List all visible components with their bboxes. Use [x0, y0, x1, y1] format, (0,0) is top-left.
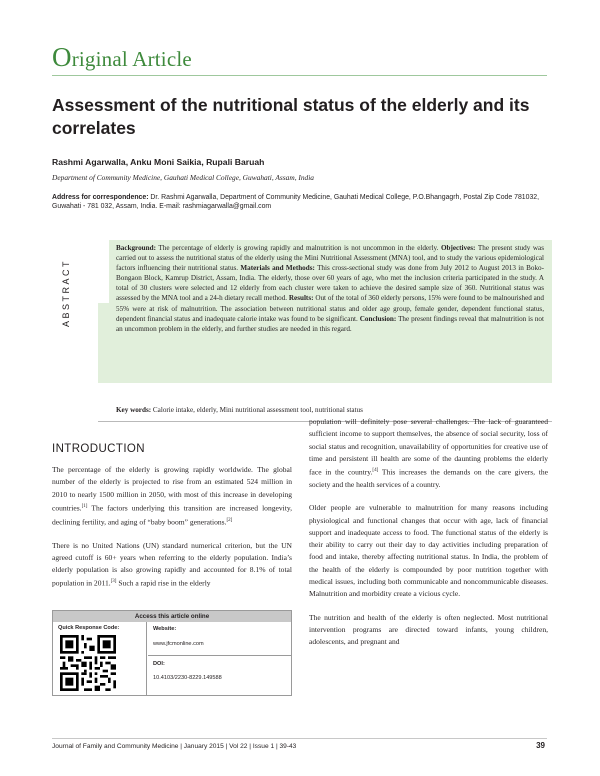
journal-citation: Journal of Family and Community Medicine | January 2015 | Vol 22 | Issue 1 | 39-43	[52, 743, 297, 750]
intro-paragraph-4: Older people are vulnerable to malnutrition for many reasons including physiological and functional changes that occur with age, lack of financial support and inadequate access to food. The functional status of the elderly is their ability to carry out their day to day activities including preparation of food and intake, thereby affecting nutritional status. In India, the problem of the health of the elderly is compounded by poor nutrition together with medical issues, including both communicable and noncommunicable diseases. Malnutrition and morbidity create a vicious cycle.	[309, 503, 548, 599]
intro-r1b-text: This increases the demands on the care givers, the society and the health services of a country.	[309, 467, 549, 489]
header-rule	[52, 75, 547, 76]
right-column	[309, 416, 548, 649]
correspondence-address	[52, 193, 552, 212]
citation-ref[interactable]: [3]	[110, 579, 117, 585]
article-type-label	[52, 42, 192, 73]
author-affiliation: Department of Community Medicine, Gauhati Medical College, Guwahati, Assam, India	[52, 173, 314, 182]
correspondence-label: Address for correspondence:	[52, 194, 149, 201]
abstract-conclusion-label: Conclusion:	[359, 314, 397, 323]
article-type-rest: riginal Article	[71, 47, 192, 71]
left-column	[52, 464, 292, 590]
access-divider	[148, 655, 291, 656]
abstract-body	[116, 243, 544, 334]
abstract-conclusion-text: The present findings reveal that malnutrition is not an uncommon problem in the elderly, and further studies are needed in this regard.	[116, 314, 544, 333]
abstract-background-label: Background:	[116, 244, 156, 252]
author-list: Rashmi Agarwalla, Anku Moni Saikia, Rupali Baruah	[52, 157, 265, 167]
citation-ref[interactable]: [4]	[372, 468, 379, 474]
abstract-background-text: The percentage of elderly is growing rapidly and malnutrition is not uncommon in the elderly.	[158, 244, 439, 252]
article-type-initial: O	[52, 42, 72, 72]
access-heading: Access this article online	[53, 611, 291, 622]
intro-paragraph-2	[52, 540, 292, 591]
abstract-results-text: Out of the total of 360 elderly persons, 15% were found to be malnourished and 55% were at risk of malnutrition. The association between nutritional status and older age group, female gender, dependent functional status, dependent financial status and inadequate calorie intake was found to be significant.	[116, 294, 544, 323]
doi-value[interactable]: 10.4103/2230-8229.149588	[153, 675, 222, 681]
doi-label: DOI:	[153, 661, 165, 667]
website-link[interactable]: www.jfcmonline.com	[153, 641, 204, 647]
intro-p1-text: The percentage of the elderly is growing rapidly worldwide. The global number of the elderly is projected to rise from an estimated 524 million in 2010 to nearly 1500 million in 2050, with most of this increase in developing countries.	[52, 465, 292, 513]
article-title: Assessment of the nutritional status of the elderly and its correlates	[52, 95, 530, 138]
intro-paragraph-1	[52, 464, 292, 529]
keywords-label: Key words:	[116, 406, 152, 414]
intro-paragraph-3	[309, 416, 548, 491]
abstract-methods-label: Materials and Methods:	[240, 264, 315, 273]
access-article-box	[52, 610, 292, 696]
abstract-side-label: ABSTRACT	[61, 258, 71, 328]
qr-label: Quick Response Code:	[58, 625, 120, 631]
intro-p1b-text: The factors underlying this transition are increased longevity, declining fertility, and aging of “baby boom” generations.	[52, 503, 292, 527]
intro-paragraph-5: The nutrition and health of the elderly is often neglected. Most nutritional intervention programs are directed toward infants, young children, adolescents, and pregnant and	[309, 612, 548, 647]
citation-ref[interactable]: [2]	[226, 517, 233, 523]
abstract-results-label: Results:	[288, 294, 314, 303]
abstract-methods-text: This cross-sectional study was done from July 2012 to August 2013 in Boko-Bongaon Block, Kamrup District, Assam, India. The elderly, those over 60 years of age, who met the inclusion criteria participated in the study. A total of 30 clusters were selected and 12 elderly from each cluster were taken to achieve the desired sample size of 360. Nutritional status was assessed by the MNA tool and a 24-h dietary recall method.	[116, 264, 544, 303]
qr-section	[53, 622, 147, 695]
introduction-heading: INTRODUCTION	[52, 443, 145, 455]
intro-p2b-text: Such a rapid rise in the elderly	[116, 578, 211, 588]
correspondence-text: Dr. Rashmi Agarwalla, Department of Community Medicine, Gauhati Medical College, P.O.Bhangagrh, Postal Zip Code 781032, Guwahati - 781 032, Assam, India. E-mail: rashmiagarwalla@gmail.com	[52, 194, 540, 211]
abstract-objectives-text: The present study was carried out to assess the nutritional status of the elderly using the Mini Nutritional Assessment (MNA) tool, and to study the various epidemiological factors influencing their nutritional status.	[116, 244, 544, 273]
footer-rule	[52, 738, 547, 739]
intro-p2-text: There is no United Nations (UN) standard numerical criterion, but the UN agreed cutoff is 60+ years when referring to the elderly population. India’s elderly population is also growing rapidly and accounted for 8.1% of total population in 2011.	[52, 540, 292, 588]
website-label: Website:	[153, 626, 177, 632]
qr-code-icon[interactable]	[60, 635, 116, 691]
abstract-objectives-label: Objectives:	[440, 244, 476, 252]
keywords	[116, 406, 544, 414]
intro-r1-text: population will definitely pose several challenges. The lack of guaranteed sufficient income to support themselves, the absence of social security, loss of social status and recognition, unavailability of opportunities for creative use of time and persistent ill health are some of the daunting problems the elderly face in the country.	[309, 417, 548, 477]
page-number: 39	[536, 741, 545, 750]
citation-ref[interactable]: [1]	[81, 503, 88, 509]
keywords-text: Calorie intake, elderly, Mini nutritional assessment tool, nutritional status	[152, 406, 363, 414]
